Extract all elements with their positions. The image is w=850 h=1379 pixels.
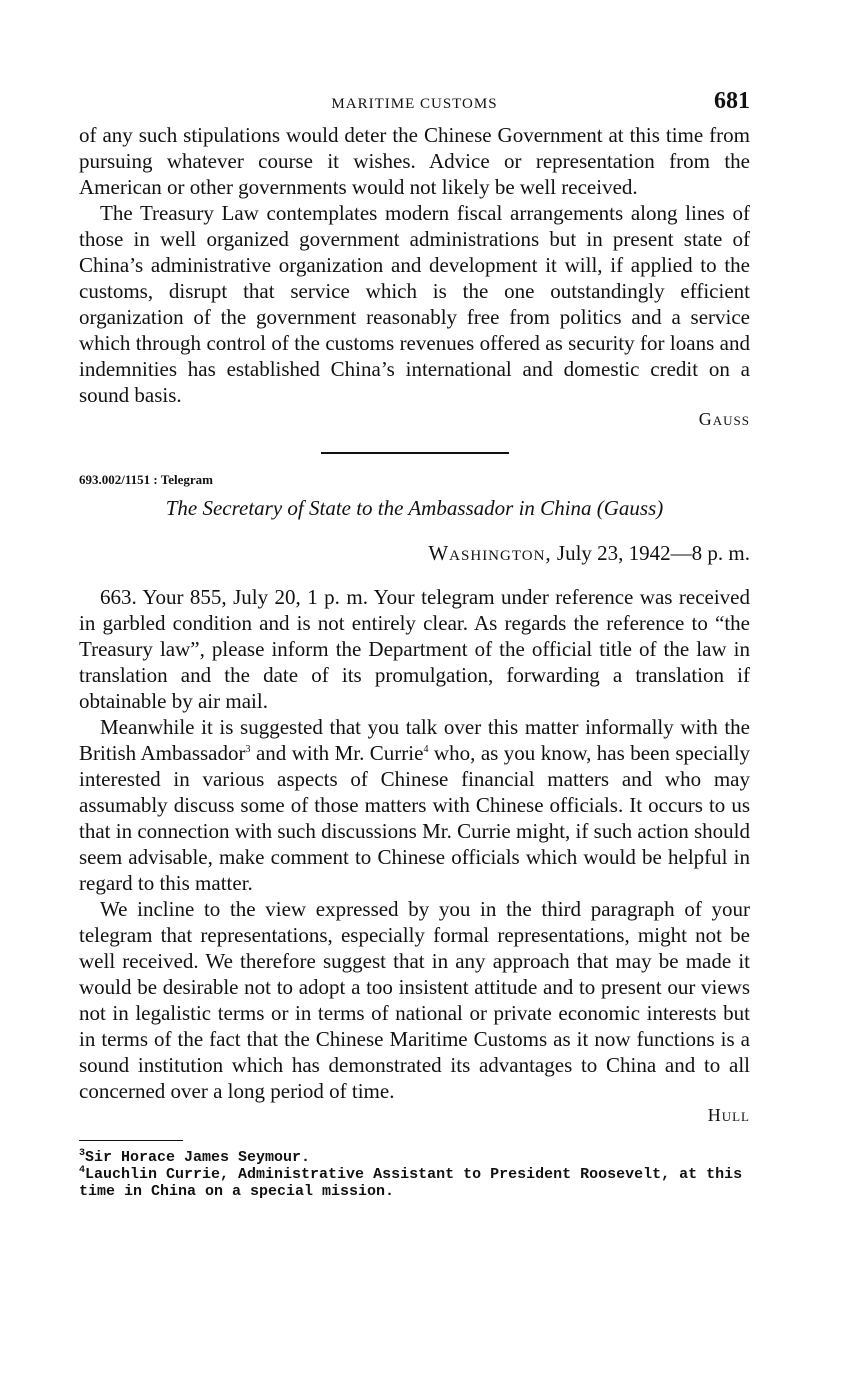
footnote-text: Sir Horace James Seymour. — [85, 1149, 311, 1166]
paragraph-2-part-2: and with Mr. Currie — [250, 741, 424, 765]
footnote — [79, 1149, 750, 1166]
telegram-paragraph-1: 663. Your 855, July 20, 1 p. m. Your telegram under reference was received in garbled condition and is not entirely clear. As regards the reference to “the Treasury law”, please inform the Department of the official title of the law in translation and the date of its promulgation, forwarding a translation if obtainable by air mail. — [79, 585, 750, 713]
document-page — [79, 88, 750, 1200]
dateline-place: Washington, — [428, 541, 552, 565]
footnote-ref-3: 3 — [245, 744, 251, 755]
dateline — [79, 541, 750, 566]
running-head: MARITIME CUSTOMS — [331, 96, 498, 112]
section-divider — [321, 452, 509, 454]
file-reference: 693.002/1151 : Telegram — [79, 472, 213, 487]
paragraph-2-part-3: who, as you know, has been specially interested in various aspects of Chinese financial matters and who may assumably discuss some of those matters with Chinese officials. It occurs to us that in connection with such discussions Mr. Currie might, if such action should seem advisable, make comment to Chinese officials which would be helpful in regard to this matter. — [79, 741, 751, 895]
continued-paragraph: of any such stipulations would deter the Chinese Government at this time from pursuing whatever course it wishes. Advice or representation from the American or other governments would not likely be well received. — [79, 123, 750, 199]
signature-gauss: Gauss — [698, 409, 750, 429]
document-title: The Secretary of State to the Ambassador in China (Gauss) — [165, 496, 664, 520]
footnote-mark: 3 — [79, 1148, 86, 1159]
footnote-divider — [79, 1140, 183, 1141]
footnote — [79, 1166, 750, 1200]
paragraph-2-part-1: Meanwhile it is suggested that you talk over this matter informally with the British Ambassador — [79, 715, 750, 765]
treasury-law-paragraph: The Treasury Law contemplates modern fiscal arrangements along lines of those in well organized government administrations but in present state of China’s administrative organization and development it will, if applied to the customs, disrupt that service which is the one outstandingly efficient organization of the government reasonably free from politics and a service which through control of the customs revenues offered as security for loans and indemnities has established China’s international and domestic credit on a sound basis. — [79, 201, 750, 407]
page-header — [79, 88, 750, 122]
telegram-paragraph-3: We incline to the view expressed by you in the third paragraph of your telegram that representations, especially formal representations, might not be well received. We therefore suggest that in any approach that may be made it would be desirable not to adopt a too insistent attitude and to present our views not in legalistic terms or in terms of national or private economic interests but in terms of the fact that the Chinese Maritime Customs as it now functions is a sound institution which has demonstrated its advantages to China and to all concerned over a long period of time. — [79, 897, 750, 1103]
footnote-text: Lauchlin Currie, Administrative Assistant to President Roosevelt, at this time in China on a special mission. — [79, 1166, 743, 1200]
footnote-mark: 4 — [79, 1165, 86, 1176]
telegram-paragraph-2 — [79, 714, 750, 896]
dateline-date: July 23, 1942—8 p. m. — [551, 541, 750, 565]
footnote-ref-4: 4 — [423, 744, 429, 755]
signature-hull: Hull — [707, 1105, 750, 1125]
page-number: 681 — [714, 88, 750, 114]
